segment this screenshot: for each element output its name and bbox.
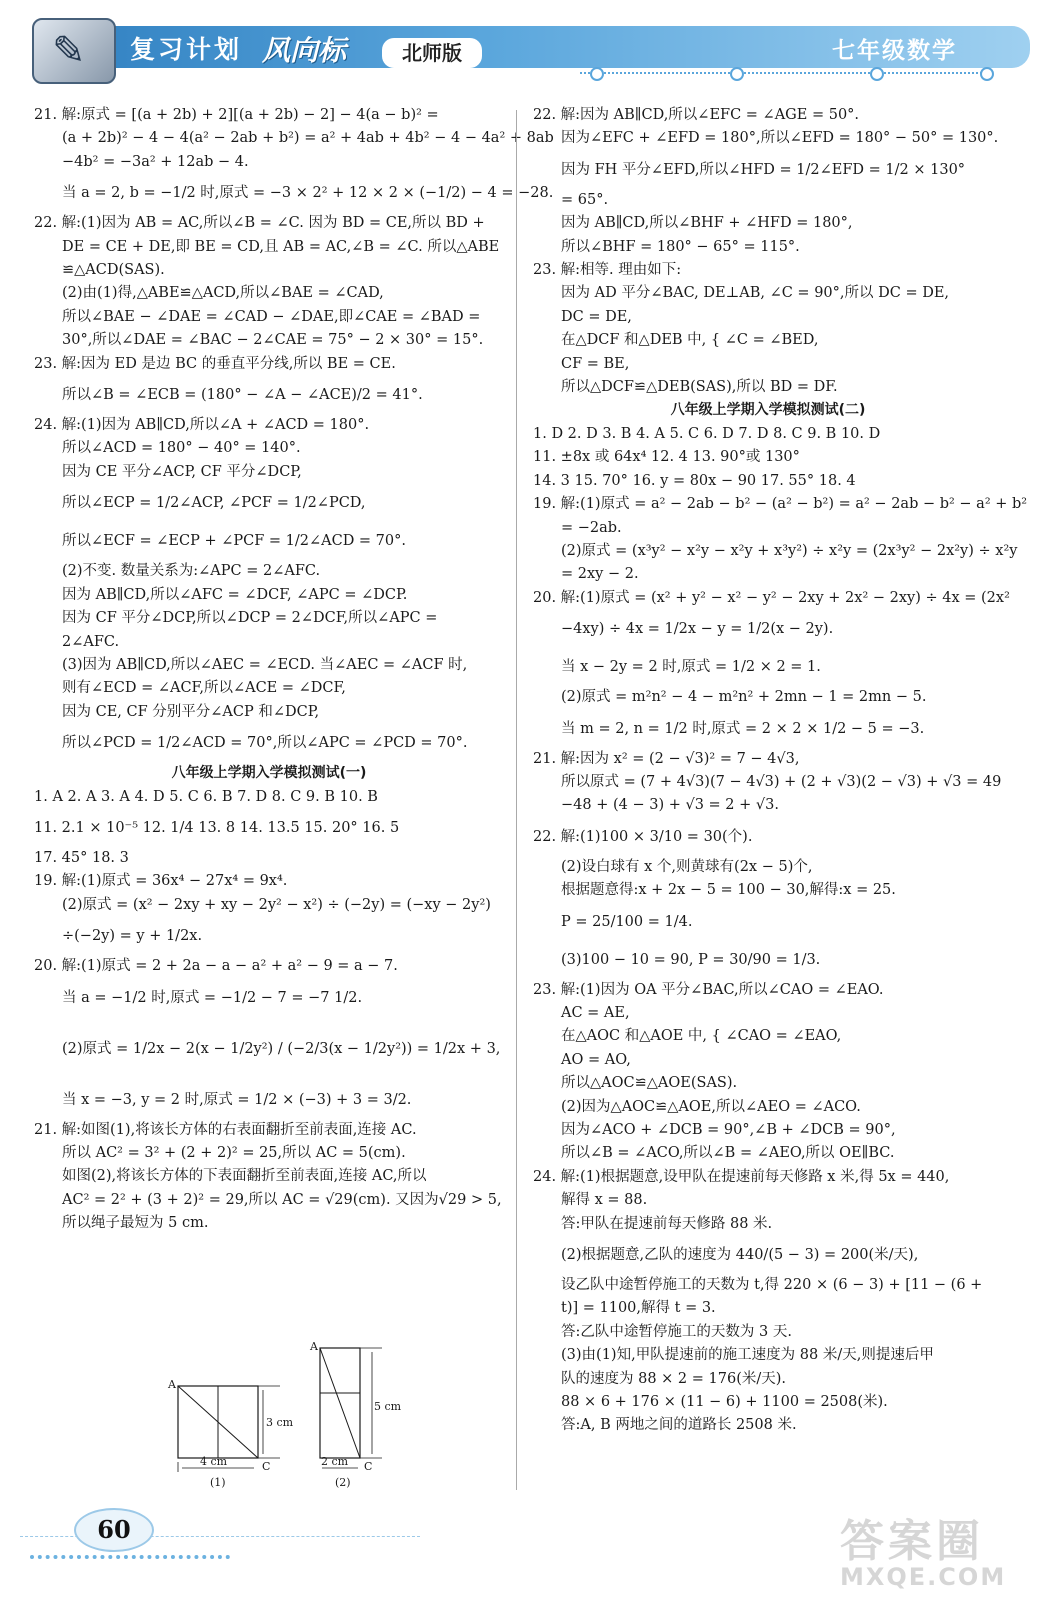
- header-subject: 七年级数学: [832, 38, 957, 64]
- text-line: 24. 解:(1)因为 AB∥CD,所以∠A + ∠ACD = 180°.: [34, 417, 370, 434]
- text-line: 所以∠BAE − ∠DAE = ∠CAD − ∠DAE,即∠CAE = ∠BAD =: [62, 308, 481, 325]
- header-dot: [870, 67, 884, 81]
- fig2-vertex-a: A: [310, 1340, 318, 1353]
- text-line: 19. 解:(1)原式 = 36x⁴ − 27x⁴ = 9x⁴.: [34, 873, 288, 890]
- text-line: AO = AO,: [561, 1051, 631, 1068]
- text-line: CF = BE,: [561, 355, 630, 372]
- page-header: [0, 0, 1038, 90]
- fig1-vertex-a: A: [168, 1378, 176, 1391]
- text-line: 22. 解:因为 AB∥CD,所以∠EFC = ∠AGE = 50°.: [533, 107, 860, 123]
- text-line: 20. 解:(1)原式 = 2 + 2a − a − a² + a² − 9 = a − 7.: [34, 958, 398, 975]
- fig2-vertex-c: C: [364, 1460, 373, 1473]
- text-line: 因为∠ACO + ∠DCB = 90°,∠B + ∠DCB = 90°,: [561, 1122, 896, 1138]
- book-logo-icon: ✎: [32, 18, 116, 84]
- text-line: (2)原式 = 1/2x − 2(x − 1/2y²) / (−2/3(x − 1/2y²)) = 1/2x + 3,: [62, 1040, 501, 1057]
- text-line: 2∠AFC.: [62, 633, 120, 650]
- answer-line: 14. 3 15. 70° 16. y = 80x − 90 17. 55° 18. 4: [533, 472, 856, 489]
- text-line: (3)100 − 10 = 90, P = 30/90 = 1/3.: [561, 951, 821, 968]
- text-line: (3)由(1)知,甲队提速前的施工速度为 88 米/天,则提速后甲: [561, 1347, 934, 1364]
- fig2-width-label: 2 cm: [321, 1455, 349, 1468]
- text-line: DE = CE + DE,即 BE = CD,且 AB = AC,∠B = ∠C. 所以△ABE: [62, 238, 500, 255]
- text-line: (2)根据题意,乙队的速度为 440/(5 − 3) = 200(米/天),: [561, 1247, 919, 1264]
- text-line: −4xy) ÷ 4x = 1/2x − y = 1/2(x − 2y).: [561, 621, 834, 638]
- text-line: 所以∠ACD = 180° − 40° = 140°.: [62, 440, 301, 457]
- text-line: −4b² = −3a² + 12ab − 4.: [62, 153, 249, 170]
- text-line: 所以∠ECP = 1/2∠ACP, ∠PCF = 1/2∠PCD,: [62, 495, 366, 512]
- text-line: 则有∠ECD = ∠ACF,所以∠ACE = ∠DCF,: [62, 680, 346, 697]
- page-number: 60: [74, 1508, 154, 1552]
- text-line: −48 + (4 − 3) + √3 = 2 + √3.: [561, 797, 779, 814]
- text-line: P = 25/100 = 1/4.: [561, 913, 693, 930]
- text-line: 所以 AC² = 3² + (2 + 2)² = 25,所以 AC = 5(cm).: [62, 1144, 406, 1161]
- fig1-caption: (1): [210, 1476, 226, 1489]
- text-line: 答:甲队在提速前每天修路 88 米.: [561, 1215, 773, 1232]
- text-line: 如图(2),将该长方体的下表面翻折至前表面,连接 AC,所以: [62, 1168, 427, 1185]
- text-line: 因为 CF 平分∠DCP,所以∠DCP = 2∠DCF,所以∠APC =: [62, 610, 438, 627]
- answer-line: 11. 2.1 × 10⁻⁵ 12. 1/4 13. 8 14. 13.5 15. 20° 16. 5: [34, 819, 400, 836]
- watermark-top: 答案圈: [840, 1516, 984, 1567]
- text-line: 23. 解:因为 ED 是边 BC 的垂直平分线,所以 BE = CE.: [34, 355, 396, 372]
- text-line: 因为 FH 平分∠EFD,所以∠HFD = 1/2∠EFD = 1/2 × 130°: [561, 161, 966, 178]
- header-title: 复习计划: [130, 35, 243, 64]
- text-line: (2)原式 = m²n² − 4 − m²n² + 2mn − 1 = 2mn − 5.: [561, 689, 927, 706]
- answer-line: 11. ±8x 或 64x⁴ 12. 4 13. 90°或 130°: [533, 449, 800, 466]
- footer-dots: [30, 1555, 230, 1559]
- text-line: (2)原式 = (x³y² − x²y − x²y + x³y²) ÷ x²y = (2x³y² − 2x²y) ÷ x²y: [561, 542, 1018, 559]
- text-line: (2)原式 = (x² − 2xy + xy − 2y² − x²) ÷ (−2y) = (−xy − 2y²): [62, 896, 491, 913]
- header-dots: [580, 72, 990, 74]
- text-line: 所以绳子最短为 5 cm.: [62, 1215, 209, 1232]
- text-line: (2)因为△AOC≌△AOE,所以∠AEO = ∠ACO.: [561, 1098, 861, 1115]
- text-line: (3)因为 AB∥CD,所以∠AEC = ∠ECD. 当∠AEC = ∠ACF 时,: [62, 656, 468, 673]
- text-line: 88 × 6 + 176 × (11 − 6) + 1100 = 2508(米).: [561, 1394, 888, 1411]
- text-line: 设乙队中途暂停施工的天数为 t,得 220 × (6 − 3) + [11 − (6 +: [561, 1277, 983, 1294]
- text-line: AC = AE,: [561, 1004, 630, 1021]
- text-line: AC² = 2² + (3 + 2)² = 29,所以 AC = √29(cm). 又因为√29 > 5,: [62, 1191, 502, 1208]
- text-line: 根据题意得:x + 2x − 5 = 100 − 30,解得:x = 25.: [561, 882, 896, 899]
- text-line: 所以∠B = ∠ACO,所以∠B = ∠AEO,所以 OE∥BC.: [561, 1145, 895, 1162]
- text-line: 21. 解:如图(1),将该长方体的右表面翻折至前表面,连接 AC.: [34, 1121, 417, 1138]
- text-line: t)] = 1100,解得 t = 3.: [561, 1300, 716, 1317]
- text-line: 24. 解:(1)根据题意,设甲队在提速前每天修路 x 米,得 5x = 440,: [533, 1168, 950, 1185]
- text-line: 因为 AB∥CD,所以∠BHF + ∠HFD = 180°,: [561, 215, 853, 232]
- text-line: (2)不变. 数量关系为:∠APC = 2∠AFC.: [62, 563, 321, 580]
- figure-1: [167, 1378, 294, 1489]
- text-line: 因为 AB∥CD,所以∠AFC = ∠DCF, ∠APC = ∠DCP.: [62, 586, 408, 603]
- figure-2: [309, 1340, 402, 1489]
- answer-line: 1. A 2. A 3. A 4. D 5. C 6. B 7. D 8. C 9. B 10. B: [34, 788, 378, 805]
- text-line: (2)由(1)得,△ABE≌△ACD,所以∠BAE = ∠CAD,: [62, 285, 384, 302]
- right-column: [533, 104, 1028, 1438]
- text-line: 22. 解:(1)因为 AB = AC,所以∠B = ∠C. 因为 BD = CE,所以 BD +: [34, 215, 485, 232]
- text-line: 23. 解:(1)因为 OA 平分∠BAC,所以∠CAO = ∠EAO.: [533, 981, 884, 998]
- text-line: 所以∠B = ∠ECB = (180° − ∠A − ∠ACE)/2 = 41°.: [62, 387, 423, 404]
- fig2-caption: (2): [335, 1476, 351, 1489]
- text-line: 21. 解:原式 = [(a + 2b) + 2][(a + 2b) − 2] − 4(a − b)² =: [34, 107, 439, 123]
- geometry-figures: [150, 1338, 410, 1488]
- text-line: 因为 CE 平分∠ACP, CF 平分∠DCP,: [62, 463, 302, 480]
- left-column: [34, 104, 554, 1236]
- text-line: 30°,所以∠DAE = ∠BAC − 2∠CAE = 75° − 2 × 30° = 15°.: [62, 332, 484, 349]
- text-line: 21. 解:因为 x² = (2 − √3)² = 7 − 4√3,: [533, 750, 800, 767]
- watermark: [840, 1505, 1006, 1591]
- answer-line: 17. 45° 18. 3: [34, 849, 129, 866]
- text-line: 22. 解:(1)100 × 3/10 = 30(个).: [533, 828, 753, 845]
- header-dot: [730, 67, 744, 81]
- column-divider: [516, 110, 517, 1490]
- text-line: 因为 AD 平分∠BAC, DE⊥AB, ∠C = 90°,所以 DC = DE,: [561, 285, 950, 302]
- text-line: 当 m = 2, n = 1/2 时,原式 = 2 × 2 × 1/2 − 5 = −3.: [561, 720, 925, 737]
- text-line: 19. 解:(1)原式 = a² − 2ab − b² − (a² − b²) = a² − 2ab − b² − a² + b²: [533, 496, 1028, 513]
- fig2-height-label: 5 cm: [374, 1400, 402, 1413]
- text-line: 当 x − 2y = 2 时,原式 = 1/2 × 2 = 1.: [561, 659, 821, 676]
- text-line: (a + 2b)² − 4 − 4(a² − 2ab + b²) = a² + 4ab + 4b² − 4 − 4a² + 8ab: [62, 130, 554, 147]
- fig1-width-label: 4 cm: [200, 1455, 228, 1468]
- text-line: 当 a = 2, b = −1/2 时,原式 = −3 × 2² + 12 × 2 × (−1/2) − 4 = −28.: [62, 185, 554, 202]
- header-edition: 北师版: [382, 38, 482, 68]
- section-title: 八年级上学期入学模拟测试(一): [171, 765, 367, 782]
- text-line: 所以∠BHF = 180° − 65° = 115°.: [561, 238, 800, 255]
- answer-line: 1. D 2. D 3. B 4. A 5. C 6. D 7. D 8. C 9. B 10. D: [533, 425, 881, 442]
- header-brand: 风向标: [262, 34, 347, 67]
- text-line: = 65°.: [561, 191, 609, 208]
- text-line: 因为∠EFC + ∠EFD = 180°,所以∠EFD = 180° − 50° = 130°.: [561, 130, 999, 147]
- header-dot: [980, 67, 994, 81]
- text-line: 在△AOC 和△AOE 中, { ∠CAO = ∠EAO,: [561, 1028, 842, 1045]
- section-title: 八年级上学期入学模拟测试(二): [670, 402, 866, 419]
- text-line: ≌△ACD(SAS).: [62, 262, 165, 279]
- header-dot: [590, 67, 604, 81]
- text-line: 所以△AOC≌△AOE(SAS).: [561, 1075, 738, 1092]
- text-line: 解得 x = 88.: [561, 1192, 648, 1209]
- text-line: 所以△DCF≌△DEB(SAS),所以 BD = DF.: [561, 379, 838, 396]
- text-line: 答:乙队中途暂停施工的天数为 3 天.: [561, 1323, 792, 1340]
- text-line: 20. 解:(1)原式 = (x² + y² − x² − y² − 2xy + 2x² − 2xy) ÷ 4x = (2x²: [533, 589, 1010, 606]
- text-line: 当 x = −3, y = 2 时,原式 = 1/2 × (−3) + 3 = 3/2.: [62, 1091, 412, 1108]
- fig1-vertex-c: C: [262, 1460, 271, 1473]
- text-line: 所以∠ECF = ∠ECP + ∠PCF = 1/2∠ACD = 70°.: [62, 533, 406, 550]
- text-line: DC = DE,: [561, 308, 632, 325]
- text-line: 队的速度为 88 × 2 = 176(米/天).: [561, 1370, 787, 1387]
- text-line: (2)设白球有 x 个,则黄球有(2x − 5)个,: [561, 858, 813, 875]
- text-line: 23. 解:相等. 理由如下:: [533, 262, 682, 279]
- text-line: 因为 CE, CF 分别平分∠ACP 和∠DCP,: [62, 703, 320, 720]
- text-line: 答:A, B 两地之间的道路长 2508 米.: [561, 1417, 797, 1434]
- text-line: 当 a = −1/2 时,原式 = −1/2 − 7 = −7 1/2.: [62, 989, 363, 1006]
- text-line: ÷(−2y) = y + 1/2x.: [62, 928, 203, 945]
- text-line: 所以原式 = (7 + 4√3)(7 − 4√3) + (2 + √3)(2 − √3) + √3 = 49: [561, 773, 1002, 790]
- watermark-bottom: MXQE.COM: [840, 1563, 1007, 1591]
- text-line: = 2xy − 2.: [561, 566, 639, 583]
- fig1-height-label: 3 cm: [266, 1416, 294, 1429]
- text-line: = −2ab.: [561, 519, 622, 536]
- text-line: 在△DCF 和△DEB 中, { ∠C = ∠BED,: [561, 332, 819, 349]
- text-line: 所以∠PCD = 1/2∠ACD = 70°,所以∠APC = ∠PCD = 70°.: [62, 735, 468, 752]
